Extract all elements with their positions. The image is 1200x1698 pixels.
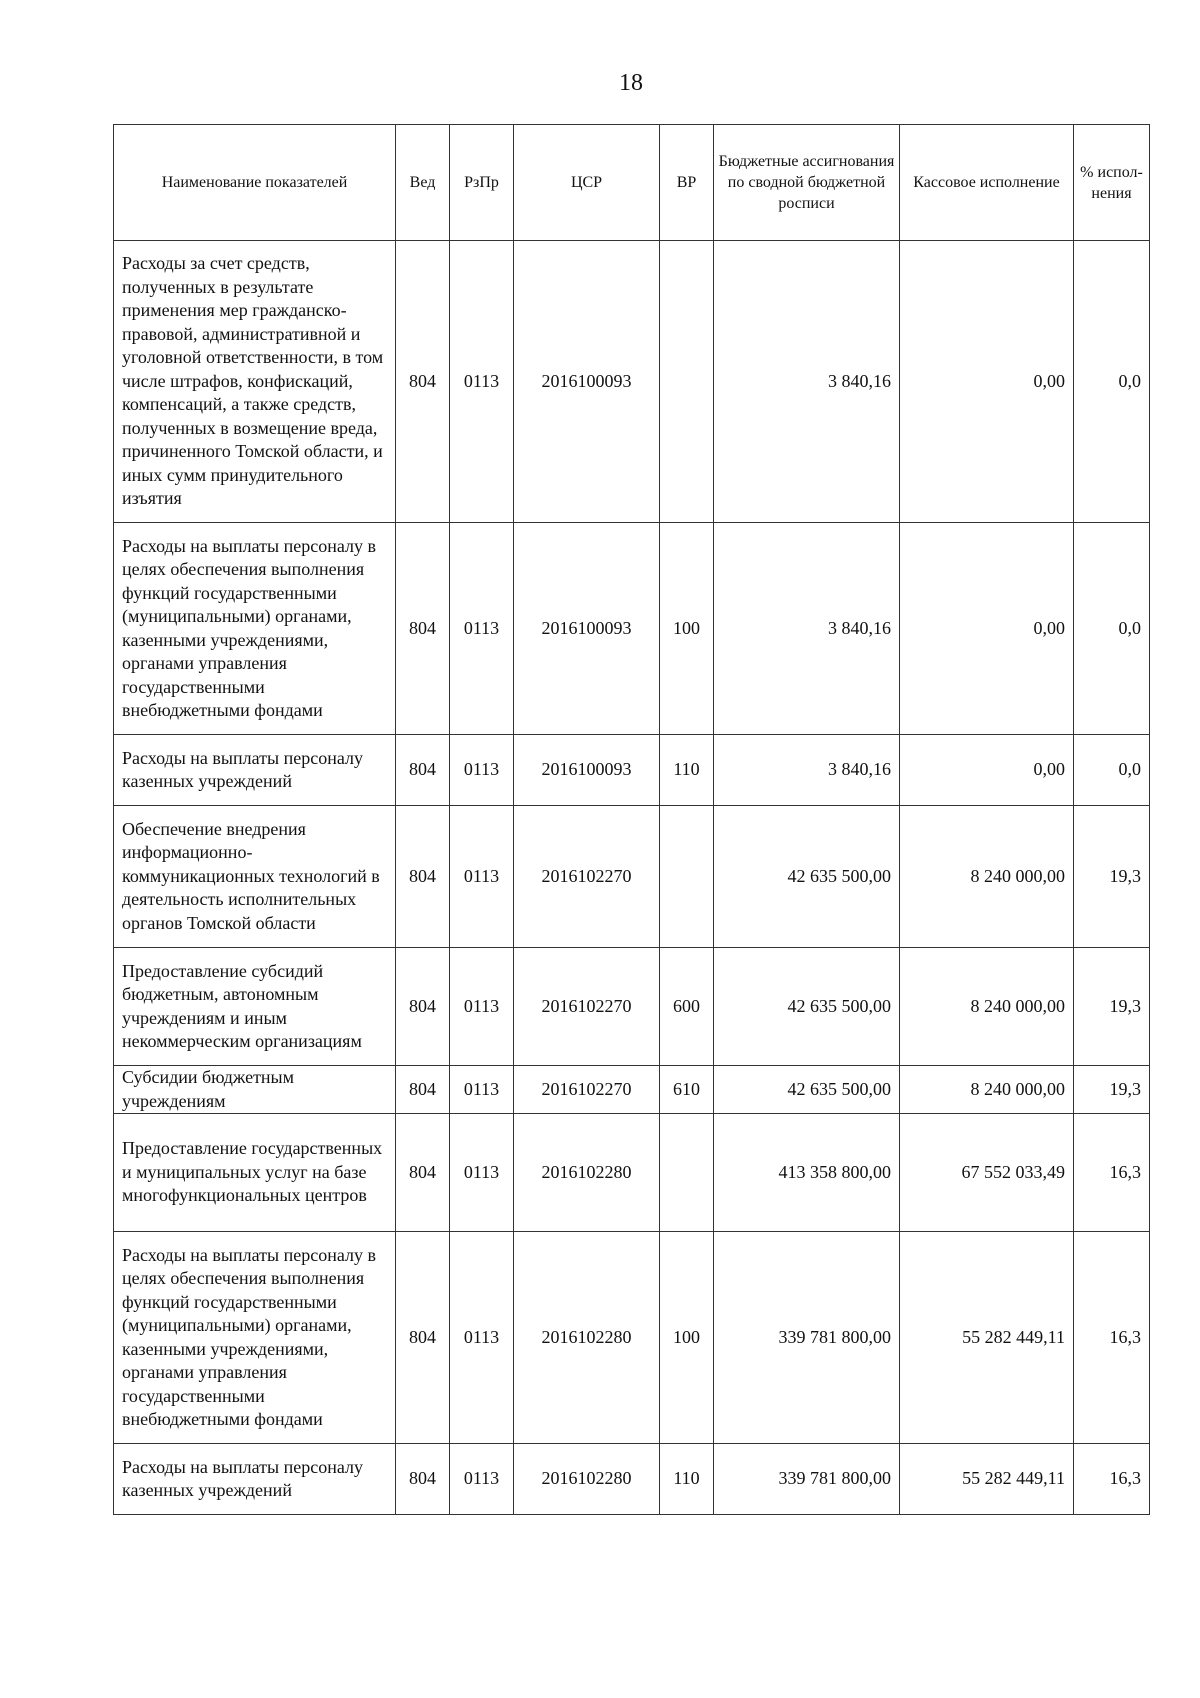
row-vr [660,241,714,523]
row-csr: 2016100093 [514,241,660,523]
row-assignments: 3 840,16 [714,735,900,806]
row-csr: 2016100093 [514,735,660,806]
row-vr [660,806,714,948]
table-row [114,523,1150,735]
row-assignments: 42 635 500,00 [714,806,900,948]
row-csr: 2016100093 [514,523,660,735]
table-row [114,735,1150,806]
row-vr: 110 [660,1444,714,1515]
row-assignments: 413 358 800,00 [714,1114,900,1232]
row-csr: 2016102270 [514,806,660,948]
header-budget-assignments: Бюджетные ассигнования по сводной бюджетной росписи [714,125,900,241]
row-percent: 0,0 [1074,241,1150,523]
row-ved: 804 [396,523,450,735]
row-ved: 804 [396,806,450,948]
row-name: Предоставление государственных и муниципальных услуг на базе многофункциональных центров [114,1114,396,1232]
row-name: Расходы на выплаты персоналу в целях обеспечения выполнения функций государственными (муниципальными) органами, казенными учреждениями, органами управления государственными внебюджетными фондами [114,523,396,735]
row-percent: 19,3 [1074,806,1150,948]
row-assignments: 339 781 800,00 [714,1444,900,1515]
row-execution: 0,00 [900,523,1074,735]
row-name: Субсидии бюджетным учреждениям [114,1066,396,1114]
row-rzpr: 0113 [450,241,514,523]
row-vr: 110 [660,735,714,806]
row-execution: 67 552 033,49 [900,1114,1074,1232]
row-vr: 100 [660,523,714,735]
row-percent: 19,3 [1074,1066,1150,1114]
row-ved: 804 [396,735,450,806]
row-execution: 0,00 [900,241,1074,523]
page-number: 18 [619,70,643,96]
row-execution: 8 240 000,00 [900,948,1074,1066]
row-execution: 8 240 000,00 [900,1066,1074,1114]
header-csr: ЦСР [514,125,660,241]
row-rzpr: 0113 [450,1114,514,1232]
table-row [114,241,1150,523]
row-execution: 0,00 [900,735,1074,806]
table-row [114,1114,1150,1232]
row-rzpr: 0113 [450,1232,514,1444]
header-cash-execution: Кассовое исполнение [900,125,1074,241]
row-vr: 600 [660,948,714,1066]
row-rzpr: 0113 [450,735,514,806]
row-csr: 2016102270 [514,1066,660,1114]
row-name: Предоставление субсидий бюджетным, автономным учреждениям и иным некоммерческим организациям [114,948,396,1066]
budget-execution-table [113,124,1150,1515]
row-execution: 55 282 449,11 [900,1444,1074,1515]
row-execution: 55 282 449,11 [900,1232,1074,1444]
row-ved: 804 [396,241,450,523]
row-vr [660,1114,714,1232]
row-rzpr: 0113 [450,948,514,1066]
header-ved: Вед [396,125,450,241]
table-row [114,1066,1150,1114]
row-csr: 2016102280 [514,1114,660,1232]
row-name: Расходы на выплаты персоналу в целях обеспечения выполнения функций государственными (муниципальными) органами, казенными учреждениями, органами управления государственными внебюджетными фондами [114,1232,396,1444]
row-percent: 16,3 [1074,1114,1150,1232]
row-name: Расходы на выплаты персоналу казенных учреждений [114,1444,396,1515]
row-vr: 610 [660,1066,714,1114]
header-execution-percent: % испол-нения [1074,125,1150,241]
row-percent: 16,3 [1074,1232,1150,1444]
row-ved: 804 [396,948,450,1066]
row-ved: 804 [396,1066,450,1114]
row-csr: 2016102280 [514,1232,660,1444]
table-header-row [114,125,1150,241]
row-percent: 19,3 [1074,948,1150,1066]
row-csr: 2016102270 [514,948,660,1066]
header-rzpr: РзПр [450,125,514,241]
row-assignments: 3 840,16 [714,241,900,523]
table-row [114,1232,1150,1444]
row-ved: 804 [396,1114,450,1232]
header-indicator-name: Наименование показателей [114,125,396,241]
row-execution: 8 240 000,00 [900,806,1074,948]
row-rzpr: 0113 [450,806,514,948]
row-assignments: 42 635 500,00 [714,1066,900,1114]
row-name: Расходы за счет средств, полученных в результате применения мер гражданско-правовой, административной и уголовной ответственности, в том числе штрафов, конфискаций, компенсаций, а также средств, полученных в возмещение вреда, причиненного Томской области, и иных сумм принудительного изъятия [114,241,396,523]
row-assignments: 3 840,16 [714,523,900,735]
row-rzpr: 0113 [450,523,514,735]
row-assignments: 42 635 500,00 [714,948,900,1066]
row-rzpr: 0113 [450,1444,514,1515]
header-vr: ВР [660,125,714,241]
table-row [114,1444,1150,1515]
row-name: Обеспечение внедрения информационно-коммуникационных технологий в деятельность исполнительных органов Томской области [114,806,396,948]
row-name: Расходы на выплаты персоналу казенных учреждений [114,735,396,806]
row-percent: 0,0 [1074,735,1150,806]
row-percent: 16,3 [1074,1444,1150,1515]
table-row [114,806,1150,948]
row-csr: 2016102280 [514,1444,660,1515]
row-percent: 0,0 [1074,523,1150,735]
row-assignments: 339 781 800,00 [714,1232,900,1444]
table-row [114,948,1150,1066]
row-ved: 804 [396,1232,450,1444]
row-vr: 100 [660,1232,714,1444]
row-rzpr: 0113 [450,1066,514,1114]
row-ved: 804 [396,1444,450,1515]
